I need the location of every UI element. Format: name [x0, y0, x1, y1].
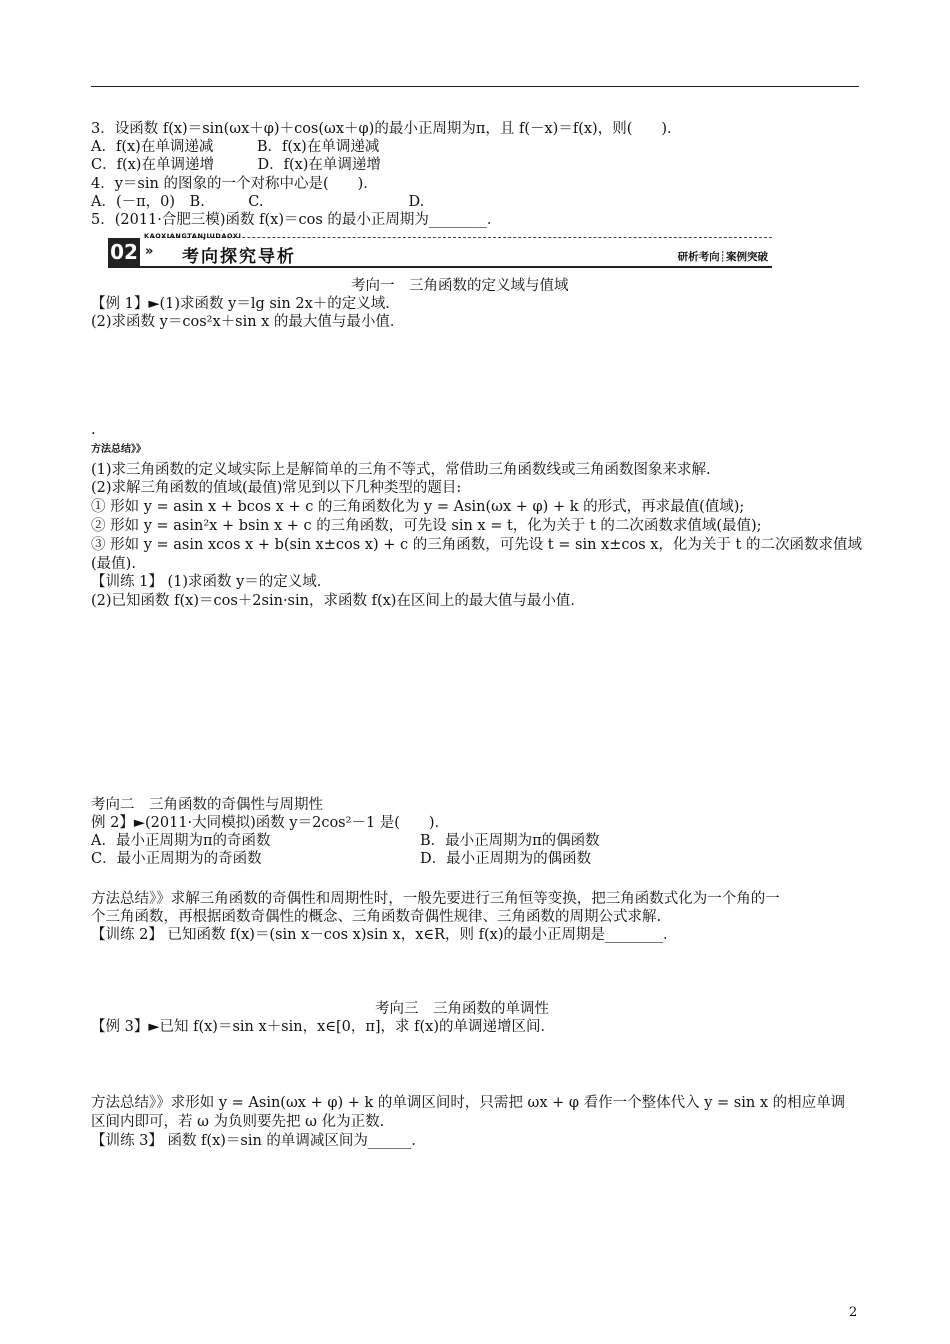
- text-line-d3title: 考向三 三角函数的单调性: [375, 1001, 549, 1017]
- text-line-q5: 5．(2011·合肥三模)函数 f(x)＝cos 的最小正周期为________．: [91, 212, 502, 228]
- text-line-tr2: 【训练 2】 已知函数 f(x)＝(sin x－cos x)sin x，x∈R，则 f(x)的最小正周期是________．: [91, 927, 678, 943]
- text-line-dot: .: [91, 422, 96, 438]
- text-line-tr3: 【训练 3】 函数 f(x)＝sin 的单调减区间为______．: [91, 1133, 426, 1149]
- text-line-ms1a: (1)求三角函数的定义域实际上是解简单的三角不等式，常借助三角函数线或三角函数图象来求解.: [91, 462, 711, 478]
- text-line-q3a: A．f(x)在单调递减 B．f(x)在单调递减: [91, 139, 380, 155]
- text-line-ms1: 方法总结》》: [91, 444, 146, 455]
- header-rule: [91, 86, 859, 87]
- text-line-ms3b: 区间内即可，若 ω 为负则要先把 ω 化为正数.: [91, 1114, 385, 1130]
- text-line-tr1a: 【训练 1】 (1)求函数 y＝的定义域．: [91, 574, 332, 590]
- text-line-ex2c: C．最小正周期为的奇函数: [91, 851, 262, 867]
- text-line-ex3: 【例 3】►已知 f(x)＝sin x＋sin，x∈[0，π]，求 f(x)的单调递增区间．: [91, 1019, 556, 1035]
- text-line-q4a: A．(－π，0) B. C. D.: [91, 194, 425, 210]
- page-number: 2: [849, 1305, 858, 1320]
- chevron-icon: »: [145, 244, 154, 259]
- text-line-q3: 3．设函数 f(x)＝sin(ωx＋φ)＋cos(ωx＋φ)的最小正周期为π，且 f(－x)＝f(x)，则( )．: [91, 121, 682, 137]
- banner-subtitle: 研析考向┊案例突破: [677, 251, 768, 263]
- text-line-tr1b: (2)已知函数 f(x)＝cos＋2sin·sin，求函数 f(x)在区间上的最大值与最小值．: [91, 593, 585, 609]
- section-banner: [108, 234, 772, 268]
- text-line-ex2d: D．最小正周期为的偶函数: [420, 851, 592, 867]
- text-line-ex1a: 【例 1】►(1)求函数 y＝lg sin 2x＋的定义域．: [91, 296, 400, 312]
- text-line-ex2a: A．最小正周期为π的奇函数: [91, 833, 271, 849]
- text-line-ex2: 例 2】►(2011·大同模拟)函数 y＝2cos²－1 是( )．: [91, 815, 450, 831]
- banner-number: 02: [108, 238, 140, 266]
- text-line-ms1d: ② 形如 y = asin²x + bsin x + c 的三角函数，可先设 sin x = t，化为关于 t 的二次函数求值域(最值);: [91, 518, 762, 534]
- text-line-ms1c: ① 形如 y = asin x + bcos x + c 的三角函数化为 y = Asin(ωx + φ) + k 的形式，再求最值(值域);: [91, 499, 745, 515]
- banner-dashed-line: [152, 237, 772, 238]
- text-line-ex1b: (2)求函数 y＝cos²x＋sin x 的最大值与最小值．: [91, 314, 405, 330]
- text-line-d2title: 考向二 三角函数的奇偶性与周期性: [91, 797, 323, 813]
- text-line-q4: 4．y＝sin 的图象的一个对称中心是( )．: [91, 176, 378, 192]
- text-line-ms1f: (最值).: [91, 556, 136, 572]
- banner-title: 考向探究导析: [182, 247, 296, 267]
- text-line-d1title: 考向一 三角函数的定义域与值域: [351, 278, 569, 294]
- text-line-ms3a: 方法总结》》求形如 y = Asin(ωx + φ) + k 的单调区间时，只需把 ωx + φ 看作一个整体代入 y = sin x 的相应单调: [91, 1095, 846, 1111]
- text-line-ms2b: 个三角函数，再根据函数奇偶性的概念、三角函数奇偶性规律、三角函数的周期公式求解.: [91, 909, 662, 925]
- banner-pinyin: KAOXIANGTANJIUDAOXI: [144, 232, 242, 240]
- text-line-ms2a: 方法总结》》求解三角函数的奇偶性和周期性时，一般先要进行三角恒等变换，把三角函数式化为一个角的一: [91, 891, 780, 907]
- text-line-ms1e: ③ 形如 y = asin xcos x + b(sin x±cos x) + c 的三角函数，可先设 t = sin x±cos x，化为关于 t 的二次函数求值域: [91, 537, 862, 553]
- text-line-ex2b: B．最小正周期为π的偶函数: [420, 833, 600, 849]
- text-line-ms1b: (2)求解三角函数的值域(最值)常见到以下几种类型的题目:: [91, 480, 462, 496]
- text-line-q3c: C．f(x)在单调递增 D．f(x)在单调递增: [91, 157, 381, 173]
- banner-underline: [108, 266, 772, 268]
